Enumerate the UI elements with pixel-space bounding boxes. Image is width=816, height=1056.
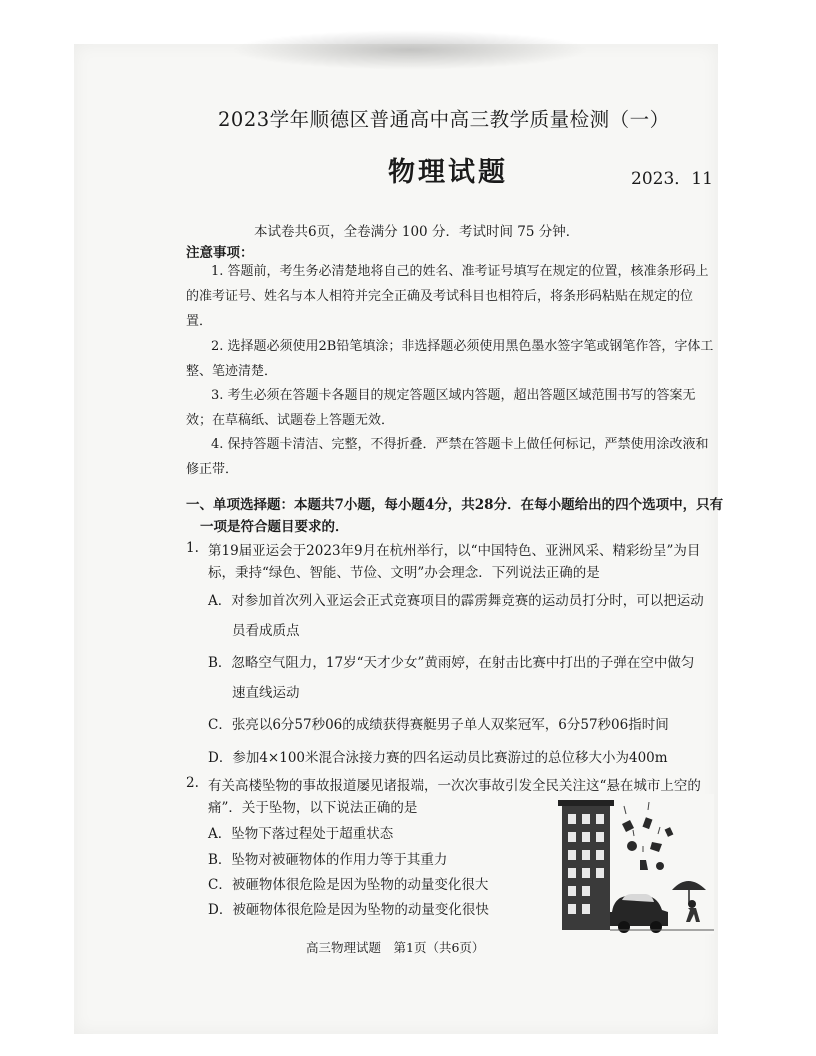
exam-date: 2023．11 [631, 169, 713, 189]
option-a-cont: 员看成质点 [232, 623, 300, 639]
exam-info: 本试卷共6页，全卷满分 100 分．考试时间 75 分钟． [254, 224, 580, 240]
note-item: 3. 考生必须在答题卡各题目的规定答题区域内答题，超出答题区域范围书写的答案无效；在草稿纸、试题卷上答题无效． [186, 388, 696, 428]
option-d: D．参加4×100米混合泳接力赛的四名运动员比赛游过的总位移大小为400m [208, 750, 668, 766]
option-a: A．坠物下落过程处于超重状态 [208, 826, 394, 842]
option-d: D．被砸物体很危险是因为坠物的动量变化很快 [208, 902, 489, 918]
option-b-cont: 速直线运动 [232, 685, 300, 701]
option-c: C．被砸物体很危险是因为坠物的动量变化很大 [208, 877, 489, 893]
page-footer: 高三物理试题 第1页（共6页） [306, 940, 485, 955]
question-stem: 第19届亚运会于2023年9月在杭州举行，以“中国特色、亚洲风采、精彩纷呈”为目标，秉持“绿色、智能、节俭、文明”办会理念．下列说法正确的是 [208, 543, 701, 581]
paper-fold-shadow [230, 30, 590, 70]
subject-title: 物理试题 [388, 157, 508, 188]
option-b: B．忽略空气阻力，17岁“天才少女”黄雨婷，在射击比赛中打出的子弹在空中做匀 [208, 655, 695, 671]
notes-title: 注意事项： [186, 245, 254, 261]
note-item: 2. 选择题必须使用2B铅笔填涂；非选择题必须使用黑色墨水签字笔或钢笔作答，字体工整、笔迹清楚． [186, 339, 714, 379]
question-number: 2. [186, 775, 199, 791]
option-b: B．坠物对被砸物体的作用力等于其重力 [208, 852, 448, 868]
section-heading: 一、单项选择题：本题共7小题，每小题4分，共28分．在每小题给出的四个选项中，只有一项是符合题目要求的． [186, 497, 724, 535]
note-item: 1. 答题前，考生务必清楚地将自己的姓名、准考证号填写在规定的位置，核准条形码上的准考证号、姓名与本人相符并完全正确及考试科目也相符后，将条形码粘贴在规定的位置． [186, 264, 709, 329]
question-stem: 有关高楼坠物的事故报道屡见诸报端，一次次事故引发全民关注这“悬在城市上空的痛”．关于坠物，以下说法正确的是 [208, 778, 701, 816]
option-a: A．对参加首次列入亚运会正式竞赛项目的霹雳舞竞赛的运动员打分时，可以把运动 [208, 593, 704, 609]
exam-title: 2023学年顺德区普通高中高三教学质量检测（一） [218, 108, 670, 131]
option-c: C．张亮以6分57秒06的成绩获得赛艇男子单人双桨冠军，6分57秒06指时间 [208, 717, 669, 733]
falling-objects-illustration [548, 794, 714, 934]
question-number: 1. [186, 540, 199, 556]
note-item: 4. 保持答题卡清洁、完整，不得折叠．严禁在答题卡上做任何标记，严禁使用涂改液和修正带． [186, 437, 709, 477]
